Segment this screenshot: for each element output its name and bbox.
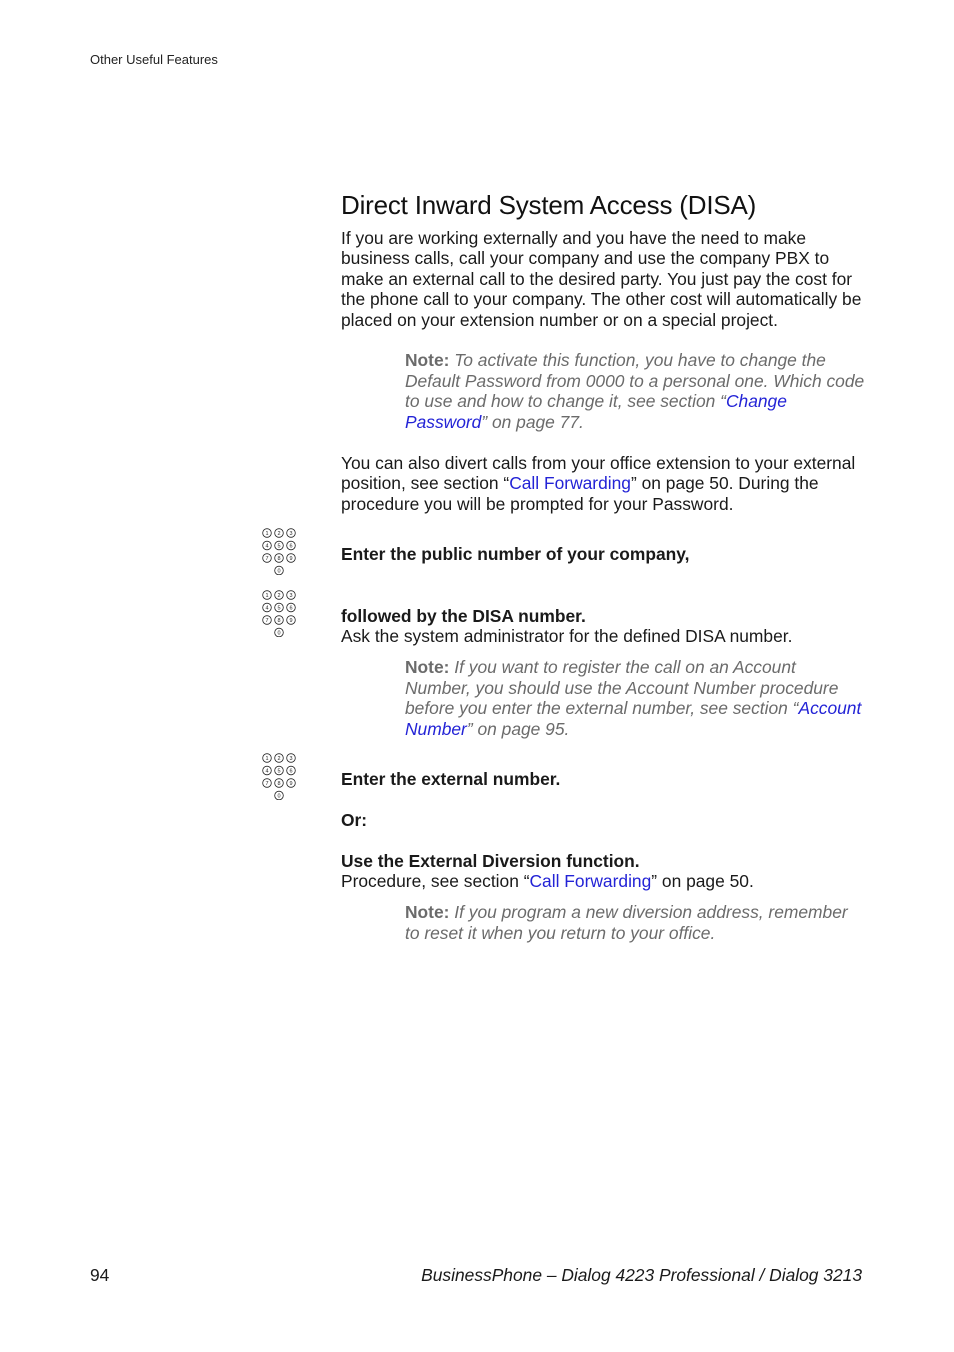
procedure-text: Procedure, see section “ — [341, 871, 530, 891]
keypad-key-label: 2 — [277, 756, 281, 762]
keypad-key-label: 0 — [277, 630, 281, 637]
note-text: ” on page 95. — [466, 718, 570, 739]
keypad-key-label: 9 — [289, 618, 293, 624]
call-forwarding-link[interactable]: Call Forwarding — [529, 871, 652, 891]
step-diversion-procedure — [341, 871, 866, 891]
keypad-key-label: 4 — [265, 543, 269, 550]
account-number-link[interactable]: Account Number — [405, 698, 862, 739]
note-label: Note: — [405, 902, 450, 922]
keypad-key-label: 5 — [277, 605, 281, 612]
step-enter-public-number: Enter the public number of your company, — [341, 544, 690, 564]
keypad-key-label: 8 — [277, 781, 281, 787]
or-label: Or: — [341, 810, 368, 830]
step-enter-external-number: Enter the external number. — [341, 769, 561, 789]
keypad-key-label: 7 — [265, 781, 269, 787]
note-text: If you program a new diversion address, remember to reset it when you return to your office. — [405, 902, 848, 943]
keypad-key-label: 6 — [289, 543, 293, 550]
keypad-key-label: 8 — [277, 618, 281, 624]
note-account-number — [405, 657, 865, 739]
call-forwarding-link[interactable]: Call Forwarding — [509, 473, 631, 494]
step-external-diversion: Use the External Diversion function. — [341, 851, 640, 871]
keypad-key-label: 7 — [265, 618, 269, 624]
keypad-key-label: 5 — [277, 768, 281, 775]
procedure-text: ” on page 50. — [651, 871, 754, 891]
keypad-key-label: 1 — [265, 756, 269, 762]
keypad-key-label: 3 — [289, 531, 293, 537]
footer-document-title: BusinessPhone – Dialog 4223 Professional / Dialog 3213 — [421, 1265, 862, 1285]
keypad-key-label: 8 — [277, 556, 281, 562]
keypad-key-label: 7 — [265, 556, 269, 562]
note-label: Note: — [405, 657, 450, 677]
note-label: Note: — [405, 350, 450, 370]
keypad-key-label: 2 — [277, 531, 281, 537]
running-header: Other Useful Features — [90, 52, 218, 67]
note-text: If you want to register the call on an Account Number, you should use the Account Number procedure before you enter the external number, see section “ — [405, 657, 839, 719]
keypad-key-label: 4 — [265, 605, 269, 612]
note-diversion — [405, 902, 865, 943]
keypad-key-label: 9 — [289, 781, 293, 787]
note-password — [405, 350, 865, 432]
keypad-key-label: 2 — [277, 593, 281, 599]
numeric-keypad-icon — [261, 527, 297, 575]
keypad-key-label: 3 — [289, 593, 293, 599]
page-number: 94 — [90, 1265, 110, 1285]
page-title: Direct Inward System Access (DISA) — [341, 190, 757, 220]
divert-text: You can also divert calls from your office extension to your external position, see section “ — [341, 453, 856, 494]
note-text: ” on page 77. — [481, 411, 584, 432]
intro-paragraph: If you are working externally and you have the need to make business calls, call your company and use the company PBX to make an external call to the desired party. You just pay the cost for the phone call to your company. The other cost will automatically be placed on your extension number or on a special project. — [341, 228, 862, 330]
keypad-key-label: 1 — [265, 531, 269, 537]
keypad-key-label: 1 — [265, 593, 269, 599]
keypad-key-label: 3 — [289, 756, 293, 762]
note-text: To activate this function, you have to change the Default Password from 0000 to a personal one. Which code to use and how to change it, see section “ — [405, 350, 865, 412]
numeric-keypad-icon — [261, 752, 297, 800]
step-disa-number: followed by the DISA number. — [341, 606, 586, 626]
divert-paragraph — [341, 453, 866, 514]
change-password-link[interactable]: Change Password — [405, 391, 787, 432]
keypad-key-label: 6 — [289, 605, 293, 612]
keypad-key-label: 6 — [289, 768, 293, 775]
step-disa-description: Ask the system administrator for the defined DISA number. — [341, 626, 793, 646]
keypad-key-label: 9 — [289, 556, 293, 562]
numeric-keypad-icon — [261, 589, 297, 637]
divert-text: ” on page 50. During the procedure you will be prompted for your Password. — [341, 473, 819, 514]
keypad-key-label: 4 — [265, 768, 269, 775]
keypad-key-label: 0 — [277, 568, 281, 575]
keypad-key-label: 5 — [277, 543, 281, 550]
keypad-key-label: 0 — [277, 793, 281, 800]
